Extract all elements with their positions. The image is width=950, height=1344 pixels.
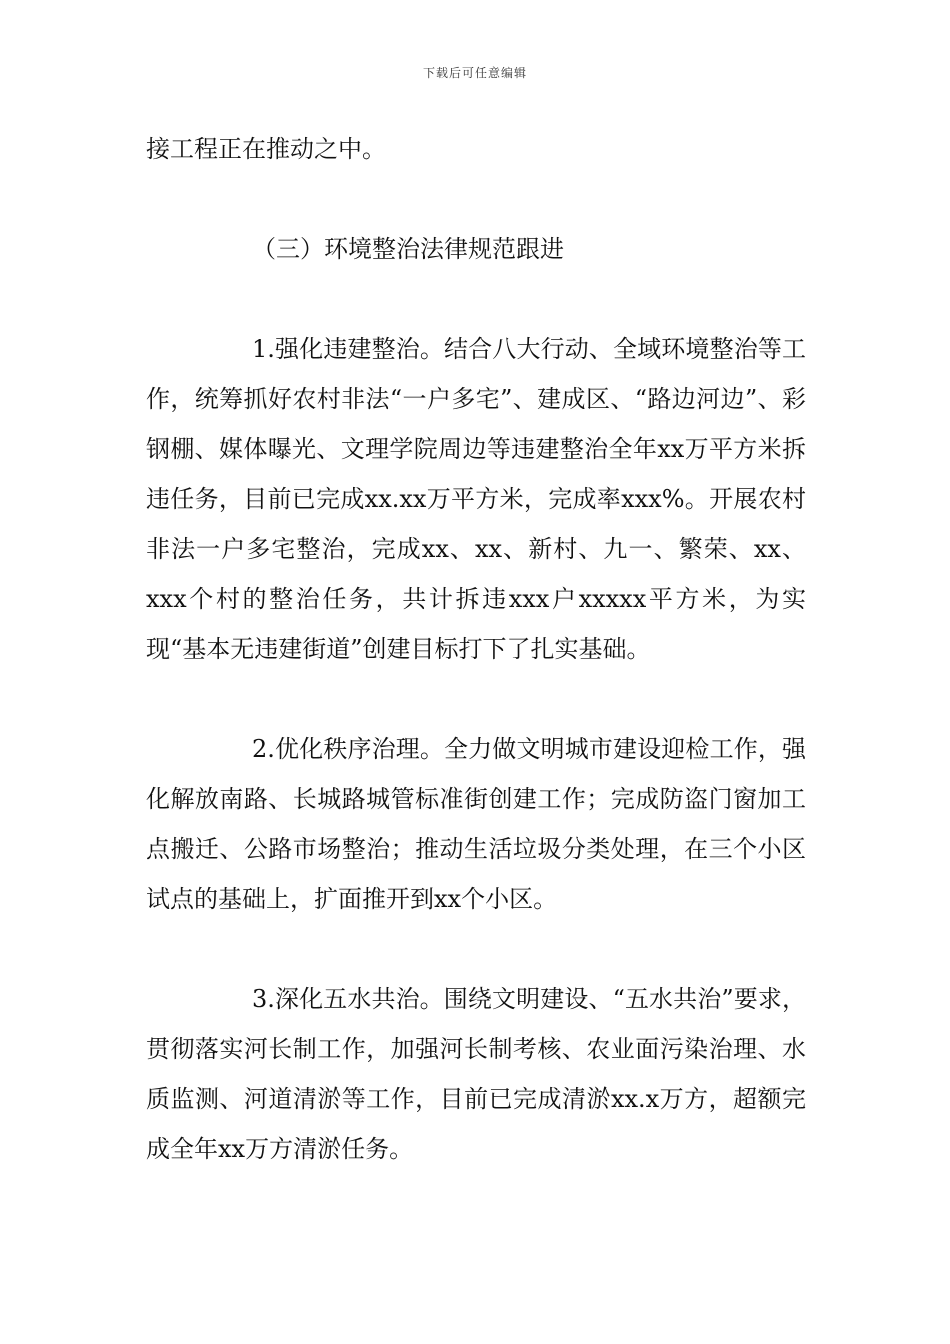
paragraph-gap	[146, 274, 806, 324]
paragraph-illegal-construction: 1.强化违建整治。结合八大行动、全域环境整治等工作，统筹抓好农村非法“一户多宅”、建成区、“路边河边”、彩钢棚、媒体曝光、文理学院周边等违建整治全年xx万平方米拆违任务，目前已完成xx.xx万平方米，完成率xxx%。开展农村非法一户多宅整治，完成xx、xx、新村、九一、繁荣、xx、xxx个村的整治任务，共计拆违xxx户xxxxx平方米，为实现“基本无违建街道”创建目标打下了扎实基础。	[146, 335, 806, 663]
page-header: 下载后可任意编辑	[422, 66, 527, 80]
paragraph-gap	[146, 674, 806, 724]
document-body	[146, 124, 806, 1174]
paragraph-gap	[146, 174, 806, 224]
section-heading: （三）环境整治法律规范跟进	[252, 235, 564, 263]
paragraph-continuation: 接工程正在推动之中。	[146, 135, 386, 163]
paragraph-order-governance: 2.优化秩序治理。全力做文明城市建设迎检工作，强化解放南路、长城路城管标准街创建工作；完成防盗门窗加工点搬迁、公路市场整治；推动生活垃圾分类处理，在三个小区试点的基础上，扩面推开到xx个小区。	[146, 735, 806, 913]
paragraph-gap	[146, 924, 806, 974]
paragraph-water-governance: 3.深化五水共治。围绕文明建设、“五水共治”要求，贯彻落实河长制工作，加强河长制考核、农业面污染治理、水质监测、河道清淤等工作，目前已完成清淤xx.x万方，超额完成全年xx万方清淤任务。	[146, 985, 806, 1163]
